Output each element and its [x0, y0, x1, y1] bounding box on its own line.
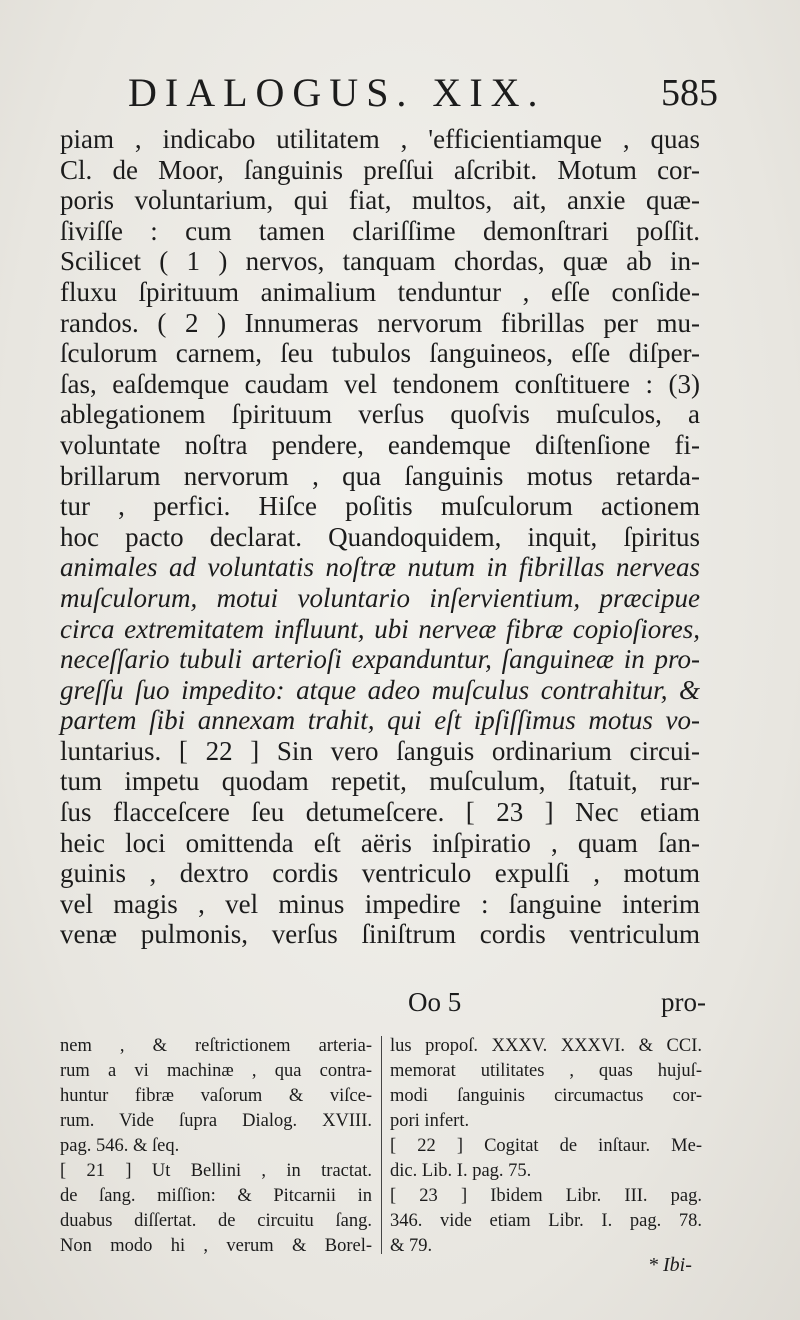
quotation-line: partem ſibi annexam trahit, qui eſt ipſiſſimus motus vo- [60, 705, 700, 736]
text-line: ſculorum carnem, ſeu tubulos ſanguineos, eſſe diſper- [60, 338, 700, 369]
text-line: fluxu ſpirituum animalium tenduntur , eſſe conſide- [60, 276, 700, 307]
quotation-line: neceſſario tubuli arterioſi expanduntur, ſanguineæ in pro- [60, 644, 700, 675]
note-line: dic. Lib. I. pag. 75. [390, 1161, 532, 1181]
note-line: [ 22 ] Cogitat de inſtaur. Me- [390, 1136, 702, 1156]
text-line: ablegationem ſpirituum verſus quoſvis muſculos, a [60, 399, 700, 430]
text-line: ſus flacceſcere ſeu detumeſcere. [ 23 ] Nec etiam [60, 797, 700, 828]
note-line: [ 21 ] Ut Bellini , in tractat. [60, 1161, 372, 1181]
footnotes [60, 1034, 710, 1264]
note-line: duabus diſſertat. de circuitu ſang. [60, 1211, 372, 1231]
text-line: heic loci omittenda eſt aëris inſpiratio , quam ſan- [60, 827, 700, 858]
note-line: pori infert. [390, 1111, 470, 1131]
note-line: memorat utilitates , quas hujuſ- [390, 1061, 702, 1081]
note-line: rum a vi machinæ , qua contra- [60, 1061, 372, 1081]
text-line: guinis , dextro cordis ventriculo expulſi , motum [60, 858, 700, 889]
text-line: luntarius. [ 22 ] Sin vero ſanguis ordinarium circui- [60, 735, 700, 766]
footer-catchword: * Ibi- [648, 1254, 692, 1276]
note-line: lus propoſ. XXXV. XXXVI. & CCI. [390, 1036, 702, 1056]
text-line: hoc pacto declarat. Quandoquidem, inquit, ſpiritus [60, 521, 700, 552]
signature-mark: Oo 5 [408, 987, 462, 1017]
text-line: ſas, eaſdemque caudam vel tendonem conſtituere : (3) [60, 368, 700, 399]
note-line: Non modo hi , verum & Borel- [60, 1236, 372, 1256]
quotation-line: animales ad voluntatis noſtræ nutum in fibrillas nerveas [60, 552, 700, 583]
page-number: 585 [661, 72, 718, 114]
note-line: modi ſanguinis circumactus cor- [390, 1086, 702, 1106]
note-line: 346. vide etiam Libr. I. pag. 78. [390, 1211, 702, 1231]
note-line: pag. 546. & ſeq. [60, 1136, 180, 1156]
text-line: poris voluntarium, qui fiat, multos, ait, anxie quæ- [60, 185, 700, 216]
text-line: ſiviſſe : cum tamen clariſſime demonſtrari poſſit. [60, 215, 700, 246]
running-head: DIALOGUS. XIX. [128, 70, 546, 115]
note-line: de ſang. miſſion: & Pitcarnii in [60, 1186, 372, 1206]
quotation-line: muſculorum, motui voluntario inſervientium, præcipue [60, 582, 700, 613]
quotation-line: greſſu ſuo impedito: atque adeo muſculus contrahitur, & [60, 674, 700, 705]
note-line: nem , & reſtrictionem arteria- [60, 1036, 372, 1056]
main-text [60, 124, 700, 950]
text-line: Cl. de Moor, ſanguinis preſſui aſcribit. Motum cor- [60, 154, 700, 185]
quotation-line: circa extremitatem influunt, ubi nerveæ fibræ copioſiores, [60, 613, 700, 644]
text-line: randos. ( 2 ) Innumeras nervorum fibrillas per mu- [60, 307, 700, 338]
text-line: piam , indicabo utilitatem , 'efficientiamque , quas [60, 124, 700, 154]
page-header [128, 68, 718, 118]
note-line: [ 23 ] Ibidem Libr. III. pag. [390, 1186, 702, 1206]
note-line: huntur fibræ vaſorum & viſce- [60, 1086, 372, 1106]
catchword: pro- [661, 987, 706, 1017]
text-line: Scilicet ( 1 ) nervos, tanquam chordas, quæ ab in- [60, 246, 700, 277]
note-line: & 79. [390, 1236, 433, 1256]
text-line: tum impetu quodam repetit, muſculum, ſtatuit, rur- [60, 766, 700, 797]
text-line: brillarum nervorum , qua ſanguinis motus retarda- [60, 460, 700, 491]
signature-row [60, 985, 706, 1019]
text-line: voluntate noſtra pendere, eandemque diſtenſione fi- [60, 429, 700, 460]
footnotes-right-column [390, 1034, 702, 1259]
text-line: vel magis , vel minus impedire : ſanguine interim [60, 888, 700, 919]
note-line: rum. Vide ſupra Dialog. XVIII. [60, 1111, 372, 1131]
column-divider [381, 1036, 382, 1254]
footnotes-left-column [60, 1034, 372, 1259]
text-line: tur , perfici. Hiſce poſitis muſculorum actionem [60, 491, 700, 522]
text-line: venæ pulmonis, verſus ſiniſtrum cordis ventriculum [60, 919, 700, 950]
